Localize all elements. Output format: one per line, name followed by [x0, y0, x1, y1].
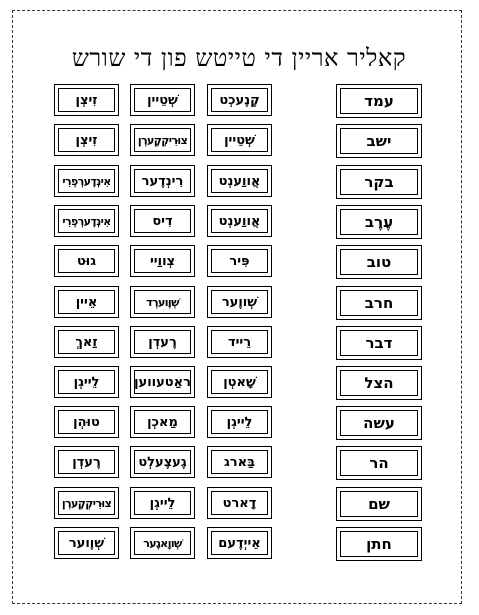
root-word-box-text: הר	[340, 450, 418, 476]
page-title: קאליר אריין די טייטש פון די שורש	[71, 44, 407, 72]
root-word-box	[336, 205, 422, 239]
answer-choice-box	[130, 446, 195, 478]
answer-choice-box	[207, 245, 272, 277]
root-word-box-text: טוב	[340, 249, 418, 275]
answer-choice-box	[54, 245, 119, 277]
root-word-box	[336, 487, 422, 521]
answer-choice-box-text: מַאכְן	[134, 410, 191, 434]
answer-choice-box-text: שְׁוֶוער	[58, 531, 115, 555]
answer-choice-box-text: רֵייד	[211, 330, 268, 354]
answer-choice-box-text: רִינְדֶער	[134, 169, 191, 193]
answer-choice-box-text: צוּרִיקְקֶערְן	[58, 491, 115, 515]
answer-choice-box	[130, 366, 195, 398]
answer-choice-box	[207, 527, 272, 559]
answer-choice-box	[207, 84, 272, 116]
answer-choice-box	[207, 124, 272, 156]
answer-choice-box	[54, 326, 119, 358]
answer-choice-box	[130, 165, 195, 197]
answer-choice-box-text: שְׁוֶוערְד	[134, 290, 191, 314]
answer-choice-box-text: בַּארג	[211, 450, 268, 474]
root-word-box	[336, 165, 422, 199]
root-word-box	[336, 245, 422, 279]
answer-choice-box-text: טוּהְן	[58, 410, 115, 434]
root-word-box-text: חרב	[340, 290, 418, 316]
answer-choice-box-text: שְׁטֵיין	[211, 128, 268, 152]
answer-choice-box-text: אִינְדֶערְפְרִי	[58, 169, 115, 193]
root-word-box	[336, 326, 422, 360]
answer-choice-box	[207, 286, 272, 318]
root-word-box-text: ישב	[340, 128, 418, 154]
answer-choice-box	[207, 205, 272, 237]
answer-choice-box-text: אֲווַענְט	[211, 209, 268, 233]
root-word-box	[336, 124, 422, 158]
answer-choice-box	[54, 527, 119, 559]
answer-choice-box	[130, 326, 195, 358]
answer-choice-box	[54, 124, 119, 156]
answer-choice-box	[207, 326, 272, 358]
answer-choice-box-text: אֵיין	[58, 290, 115, 314]
root-word-box	[336, 366, 422, 400]
answer-choice-box	[207, 165, 272, 197]
answer-choice-box-text: אִינְדֶערְפְרִי	[58, 209, 115, 233]
answer-choice-box-text: גֶעצֶעלְט	[134, 450, 191, 474]
answer-choice-box	[130, 487, 195, 519]
answer-choice-box-text: לֵייגְן	[58, 370, 115, 394]
answer-choice-box	[54, 165, 119, 197]
answer-choice-box	[207, 366, 272, 398]
root-word-box	[336, 84, 422, 118]
answer-choice-box	[54, 286, 119, 318]
answer-choice-box-text: לֵייגְן	[134, 491, 191, 515]
root-word-box	[336, 446, 422, 480]
root-word-box	[336, 286, 422, 320]
answer-choice-box	[130, 205, 195, 237]
answer-choice-box-text: צְווַיי	[134, 249, 191, 273]
answer-choice-box	[130, 84, 195, 116]
answer-choice-box	[54, 366, 119, 398]
answer-choice-box	[54, 446, 119, 478]
answer-choice-box-text: אֵייְדֶעם	[211, 531, 268, 555]
answer-choice-box-text: רֶעדְן	[58, 450, 115, 474]
answer-choice-box-text: זִיצְן	[58, 128, 115, 152]
answer-choice-box-text: צוּרִיקְקֶערְן	[134, 128, 191, 152]
root-word-box-text: שם	[340, 491, 418, 517]
root-word-box-text: בקר	[340, 169, 418, 195]
answer-choice-box	[130, 124, 195, 156]
answer-choice-box-text: דִיס	[134, 209, 191, 233]
answer-choice-box	[54, 205, 119, 237]
answer-choice-box	[207, 446, 272, 478]
answer-choice-box-text: אֲווַענְט	[211, 169, 268, 193]
answer-choice-box	[130, 245, 195, 277]
answer-choice-box	[130, 527, 195, 559]
root-word-box-text: עשה	[340, 410, 418, 436]
answer-choice-box	[54, 84, 119, 116]
root-word-box	[336, 406, 422, 440]
answer-choice-box-text: לֵייגְן	[211, 410, 268, 434]
answer-choice-box-text: שְׁווָאגֶער	[134, 531, 191, 555]
answer-choice-box-text: גוּט	[58, 249, 115, 273]
root-word-box-text: עמד	[340, 88, 418, 114]
answer-choice-box-text: זַאךְ	[58, 330, 115, 354]
answer-choice-box-text: שְׁווֶער	[211, 290, 268, 314]
answer-choice-box-text: פִּיר	[211, 249, 268, 273]
root-word-box-text: עֶרֶב	[340, 209, 418, 235]
root-word-box-text: הצל	[340, 370, 418, 396]
answer-choice-box-text: שְׁטֵיין	[134, 88, 191, 112]
answer-choice-box-text: דָארט	[211, 491, 268, 515]
answer-choice-box-text: זִיצְן	[58, 88, 115, 112]
root-word-box-text: חתן	[340, 531, 418, 557]
answer-choice-box	[130, 286, 195, 318]
answer-choice-box	[130, 406, 195, 438]
answer-choice-box-text: רֶעדְן	[134, 330, 191, 354]
answer-choice-box	[207, 487, 272, 519]
answer-choice-box	[207, 406, 272, 438]
answer-choice-box	[54, 487, 119, 519]
answer-choice-box-text: קֶנֶעכְט	[211, 88, 268, 112]
answer-choice-box	[54, 406, 119, 438]
answer-choice-box-text: ראַטעווען	[134, 370, 191, 394]
answer-choice-box-text: שָׁאטְן	[211, 370, 268, 394]
root-word-box	[336, 527, 422, 561]
root-word-box-text: דבר	[340, 330, 418, 356]
